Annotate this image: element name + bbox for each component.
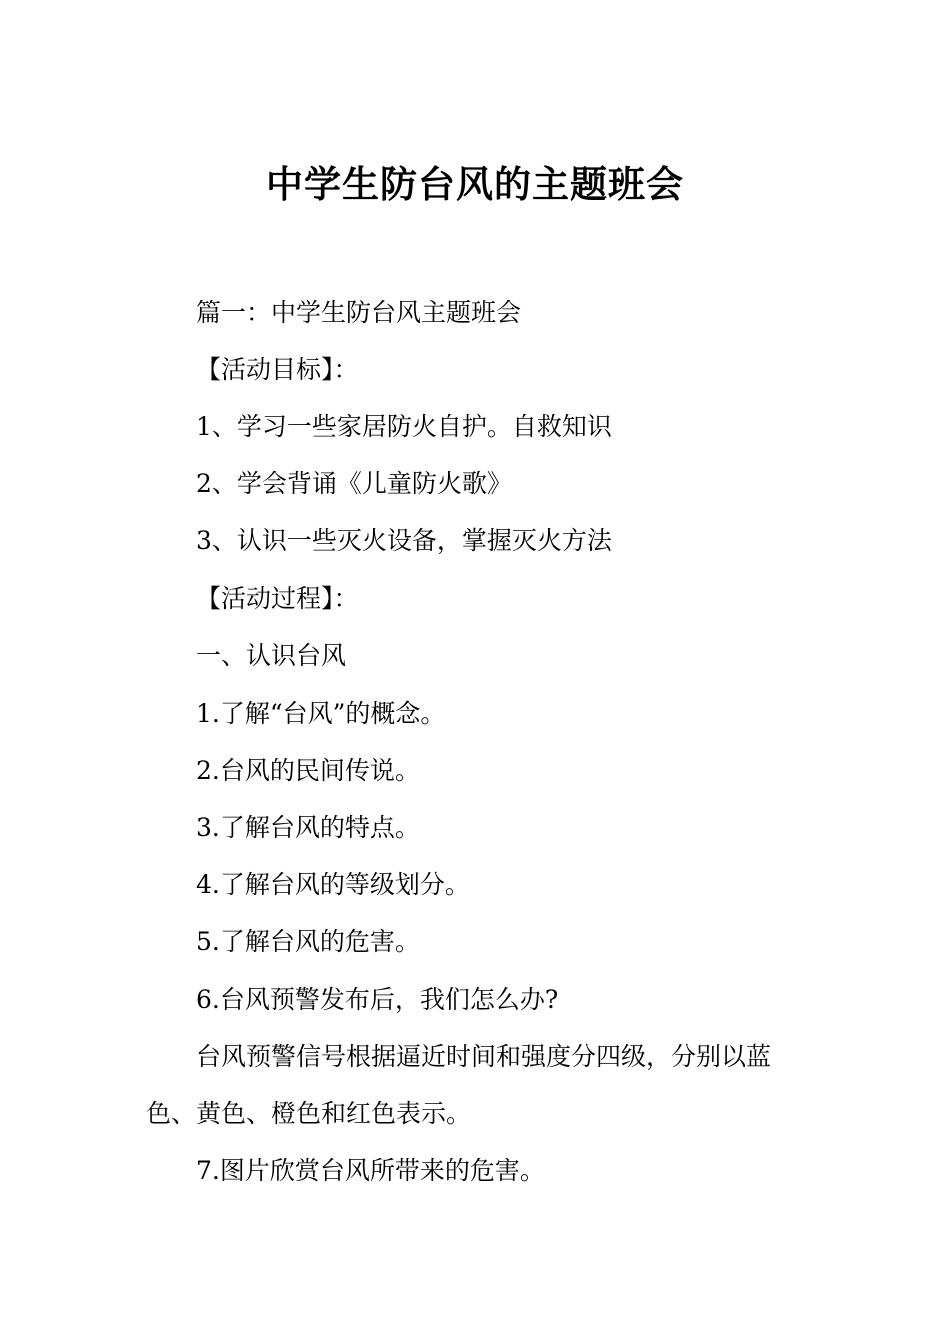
activity-goals-heading: 【活动目标】： (196, 355, 359, 384)
process-item-1: 1.了解“台风”的概念。 (196, 699, 446, 728)
section-heading: 篇一：中学生防台风主题班会 (196, 298, 522, 327)
goal-item-1: 1、学习一些家居防火自护。自救知识 (196, 412, 612, 441)
process-section-1: 一、认识台风 (196, 641, 347, 670)
paragraph-line-2: 色、黄色、橙色和红色表示。 (146, 1099, 472, 1128)
process-item-3: 3.了解台风的特点。 (196, 813, 420, 842)
process-item-4: 4.了解台风的等级划分。 (196, 870, 470, 899)
goal-item-2: 2、学会背诵《儿童防火歌》 (196, 469, 512, 498)
paragraph-line-1: 台风预警信号根据逼近时间和强度分四级，分别以蓝 (196, 1042, 772, 1071)
activity-process-heading: 【活动过程】： (196, 584, 359, 613)
goal-item-3: 3、认识一些灭火设备，掌握灭火方法 (196, 526, 612, 555)
process-item-7: 7.图片欣赏台风所带来的危害。 (196, 1156, 545, 1185)
process-item-6: 6.台风预警发布后，我们怎么办? (196, 985, 559, 1014)
process-item-5: 5.了解台风的危害。 (196, 927, 420, 956)
document-title: 中学生防台风的主题班会 (266, 163, 684, 206)
process-item-2: 2.台风的民间传说。 (196, 756, 420, 785)
